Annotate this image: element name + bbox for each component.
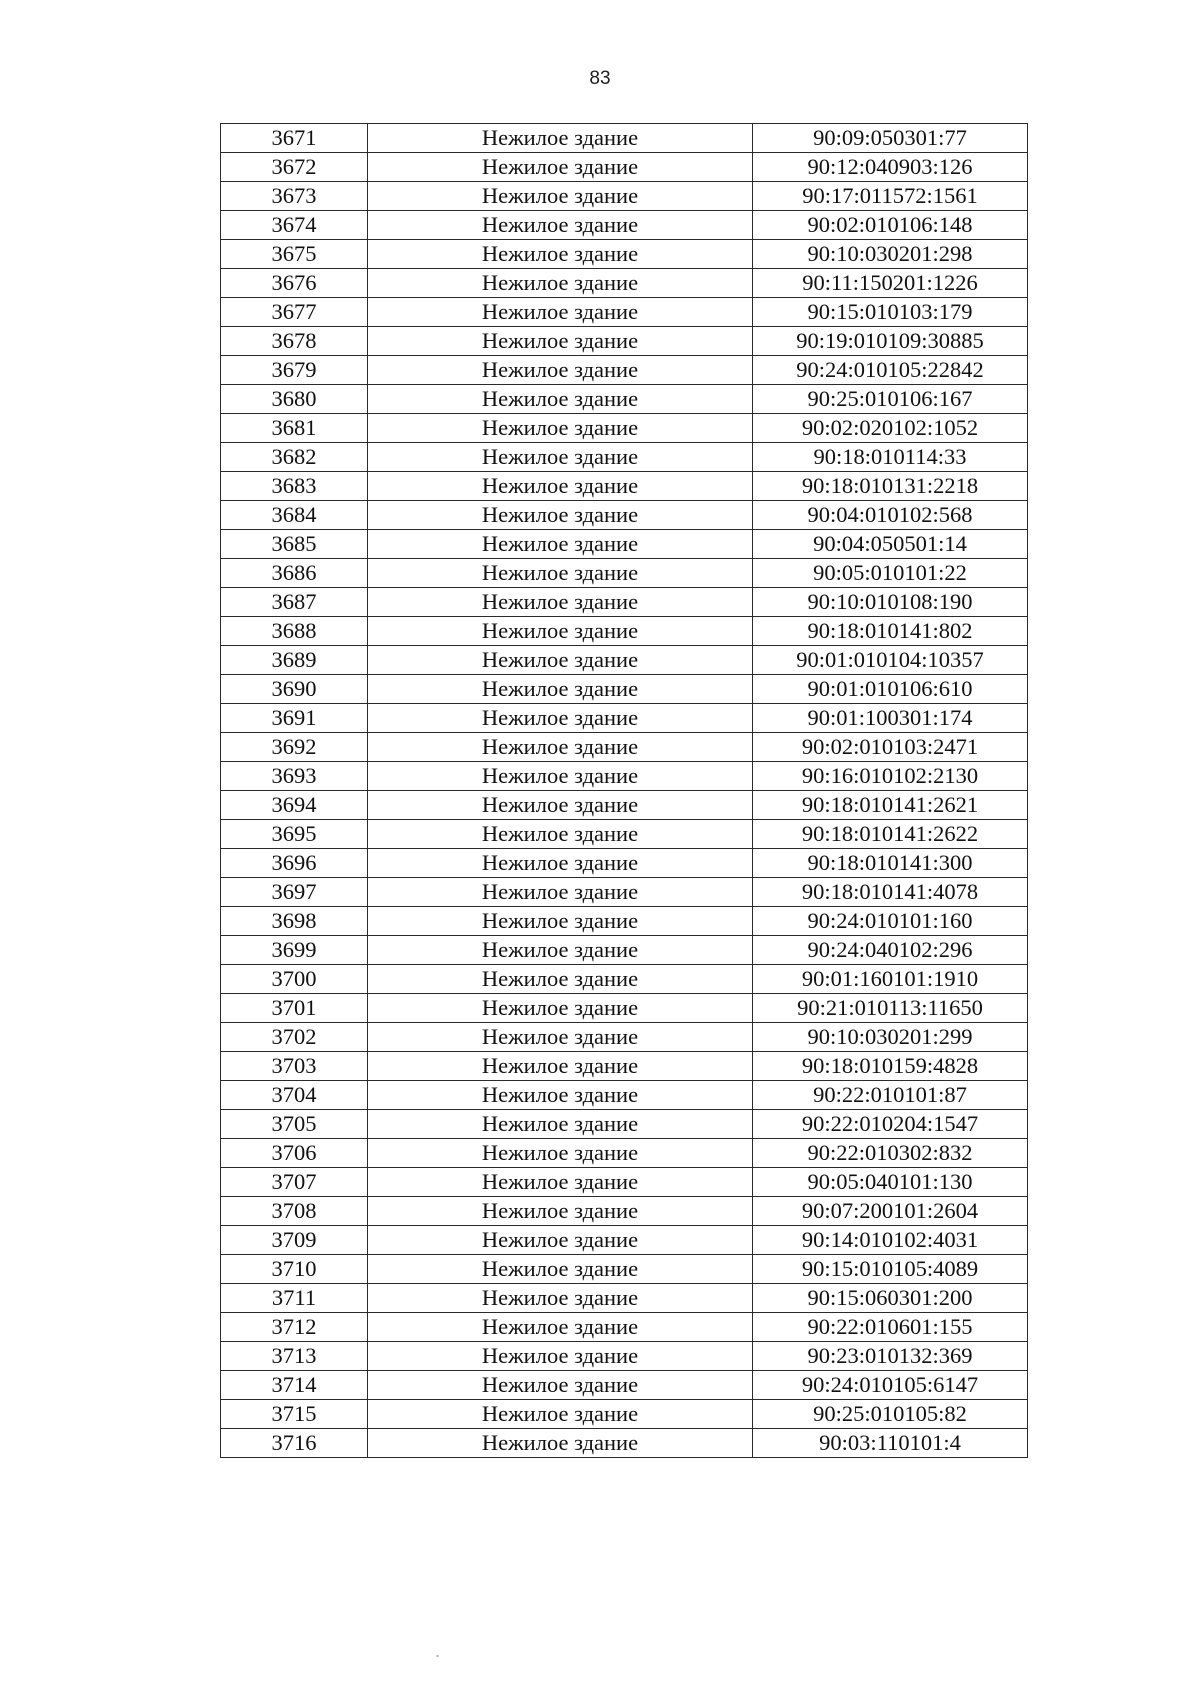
cadastral-number-cell: 90:02:010103:2471 [753,733,1028,762]
cadastral-number-cell: 90:01:010106:610 [753,675,1028,704]
cadastral-number-cell: 90:03:110101:4 [753,1429,1028,1458]
table-row [221,327,1028,356]
row-number-cell: 3716 [221,1429,368,1458]
table-row [221,182,1028,211]
cadastral-number-cell: 90:18:010141:4078 [753,878,1028,907]
cadastral-number-cell: 90:24:010105:6147 [753,1371,1028,1400]
table-row [221,994,1028,1023]
row-number-cell: 3699 [221,936,368,965]
row-number-cell: 3672 [221,153,368,182]
table-row [221,385,1028,414]
cadastral-number-cell: 90:15:010103:179 [753,298,1028,327]
row-number-cell: 3709 [221,1226,368,1255]
table-row [221,472,1028,501]
cadastral-number-cell: 90:15:060301:200 [753,1284,1028,1313]
object-type-cell: Нежилое здание [368,936,753,965]
object-type-cell: Нежилое здание [368,298,753,327]
table-row [221,675,1028,704]
object-type-cell: Нежилое здание [368,675,753,704]
row-number-cell: 3702 [221,1023,368,1052]
object-type-cell: Нежилое здание [368,1081,753,1110]
object-type-cell: Нежилое здание [368,849,753,878]
cadastral-number-cell: 90:04:010102:568 [753,501,1028,530]
row-number-cell: 3711 [221,1284,368,1313]
row-number-cell: 3685 [221,530,368,559]
table-row [221,791,1028,820]
table-row [221,1429,1028,1458]
object-type-cell: Нежилое здание [368,240,753,269]
table-row [221,530,1028,559]
table-row [221,414,1028,443]
table-row [221,501,1028,530]
object-type-cell: Нежилое здание [368,878,753,907]
row-number-cell: 3673 [221,182,368,211]
cadastral-number-cell: 90:25:010106:167 [753,385,1028,414]
object-type-cell: Нежилое здание [368,704,753,733]
table-row [221,936,1028,965]
cadastral-number-cell: 90:18:010141:2621 [753,791,1028,820]
object-type-cell: Нежилое здание [368,443,753,472]
table-row [221,356,1028,385]
table-row [221,153,1028,182]
cadastral-number-cell: 90:22:010302:832 [753,1139,1028,1168]
cadastral-number-cell: 90:21:010113:11650 [753,994,1028,1023]
cadastral-number-cell: 90:10:030201:299 [753,1023,1028,1052]
object-type-cell: Нежилое здание [368,1342,753,1371]
object-type-cell: Нежилое здание [368,994,753,1023]
row-number-cell: 3680 [221,385,368,414]
object-type-cell: Нежилое здание [368,588,753,617]
table-row [221,298,1028,327]
table-row [221,762,1028,791]
cadastral-number-cell: 90:19:010109:30885 [753,327,1028,356]
table-row [221,820,1028,849]
object-type-cell: Нежилое здание [368,559,753,588]
row-number-cell: 3684 [221,501,368,530]
object-type-cell: Нежилое здание [368,820,753,849]
object-type-cell: Нежилое здание [368,1313,753,1342]
object-type-cell: Нежилое здание [368,124,753,153]
row-number-cell: 3677 [221,298,368,327]
cadastral-number-cell: 90:18:010141:802 [753,617,1028,646]
table-row [221,965,1028,994]
table-row [221,1371,1028,1400]
cadastral-number-cell: 90:22:010601:155 [753,1313,1028,1342]
cadastral-number-cell: 90:18:010141:300 [753,849,1028,878]
row-number-cell: 3675 [221,240,368,269]
cadastral-number-cell: 90:24:010105:22842 [753,356,1028,385]
cadastral-number-cell: 90:18:010131:2218 [753,472,1028,501]
cadastral-number-cell: 90:18:010141:2622 [753,820,1028,849]
table-row [221,1139,1028,1168]
cadastral-number-cell: 90:23:010132:369 [753,1342,1028,1371]
row-number-cell: 3681 [221,414,368,443]
object-type-cell: Нежилое здание [368,182,753,211]
row-number-cell: 3708 [221,1197,368,1226]
object-type-cell: Нежилое здание [368,762,753,791]
table-row [221,1313,1028,1342]
object-type-cell: Нежилое здание [368,1052,753,1081]
object-type-cell: Нежилое здание [368,1226,753,1255]
object-type-cell: Нежилое здание [368,1168,753,1197]
row-number-cell: 3688 [221,617,368,646]
row-number-cell: 3707 [221,1168,368,1197]
row-number-cell: 3671 [221,124,368,153]
object-type-cell: Нежилое здание [368,153,753,182]
row-number-cell: 3712 [221,1313,368,1342]
cadastral-number-cell: 90:05:040101:130 [753,1168,1028,1197]
row-number-cell: 3693 [221,762,368,791]
row-number-cell: 3683 [221,472,368,501]
table-row [221,240,1028,269]
table-row [221,1400,1028,1429]
row-number-cell: 3706 [221,1139,368,1168]
cadastral-number-cell: 90:01:010104:10357 [753,646,1028,675]
cadastral-number-cell: 90:11:150201:1226 [753,269,1028,298]
cadastral-number-cell: 90:18:010114:33 [753,443,1028,472]
row-number-cell: 3674 [221,211,368,240]
object-type-cell: Нежилое здание [368,327,753,356]
table-row [221,878,1028,907]
cadastral-number-cell: 90:02:020102:1052 [753,414,1028,443]
object-type-cell: Нежилое здание [368,269,753,298]
property-registry-table [220,123,1028,1458]
table-row [221,646,1028,675]
table-row [221,1342,1028,1371]
cadastral-number-cell: 90:10:030201:298 [753,240,1028,269]
cadastral-number-cell: 90:22:010101:87 [753,1081,1028,1110]
object-type-cell: Нежилое здание [368,385,753,414]
table-row [221,1052,1028,1081]
cadastral-number-cell: 90:17:011572:1561 [753,182,1028,211]
cadastral-number-cell: 90:05:010101:22 [753,559,1028,588]
table-row [221,617,1028,646]
object-type-cell: Нежилое здание [368,1429,753,1458]
table-row [221,559,1028,588]
row-number-cell: 3714 [221,1371,368,1400]
table-body [221,124,1028,1458]
cadastral-number-cell: 90:14:010102:4031 [753,1226,1028,1255]
row-number-cell: 3692 [221,733,368,762]
cadastral-number-cell: 90:18:010159:4828 [753,1052,1028,1081]
object-type-cell: Нежилое здание [368,211,753,240]
object-type-cell: Нежилое здание [368,1139,753,1168]
row-number-cell: 3694 [221,791,368,820]
page-number: 83 [589,68,611,89]
row-number-cell: 3686 [221,559,368,588]
table-row [221,1023,1028,1052]
table-row [221,124,1028,153]
row-number-cell: 3700 [221,965,368,994]
cadastral-number-cell: 90:24:040102:296 [753,936,1028,965]
object-type-cell: Нежилое здание [368,1197,753,1226]
object-type-cell: Нежилое здание [368,1371,753,1400]
object-type-cell: Нежилое здание [368,356,753,385]
object-type-cell: Нежилое здание [368,1284,753,1313]
table-row [221,907,1028,936]
object-type-cell: Нежилое здание [368,530,753,559]
cadastral-number-cell: 90:10:010108:190 [753,588,1028,617]
row-number-cell: 3690 [221,675,368,704]
scan-speck [436,1655,439,1657]
cadastral-number-cell: 90:04:050501:14 [753,530,1028,559]
row-number-cell: 3691 [221,704,368,733]
object-type-cell: Нежилое здание [368,501,753,530]
object-type-cell: Нежилое здание [368,617,753,646]
table-row [221,211,1028,240]
object-type-cell: Нежилое здание [368,646,753,675]
row-number-cell: 3701 [221,994,368,1023]
object-type-cell: Нежилое здание [368,1255,753,1284]
table-row [221,443,1028,472]
row-number-cell: 3676 [221,269,368,298]
row-number-cell: 3696 [221,849,368,878]
object-type-cell: Нежилое здание [368,1400,753,1429]
row-number-cell: 3678 [221,327,368,356]
cadastral-number-cell: 90:07:200101:2604 [753,1197,1028,1226]
row-number-cell: 3703 [221,1052,368,1081]
object-type-cell: Нежилое здание [368,965,753,994]
row-number-cell: 3698 [221,907,368,936]
cadastral-number-cell: 90:25:010105:82 [753,1400,1028,1429]
table-row [221,1226,1028,1255]
cadastral-number-cell: 90:01:100301:174 [753,704,1028,733]
row-number-cell: 3705 [221,1110,368,1139]
table-row [221,1081,1028,1110]
table-row [221,1255,1028,1284]
object-type-cell: Нежилое здание [368,1023,753,1052]
row-number-cell: 3687 [221,588,368,617]
object-type-cell: Нежилое здание [368,791,753,820]
cadastral-number-cell: 90:02:010106:148 [753,211,1028,240]
cadastral-number-cell: 90:12:040903:126 [753,153,1028,182]
cadastral-number-cell: 90:22:010204:1547 [753,1110,1028,1139]
table-row [221,1197,1028,1226]
cadastral-number-cell: 90:09:050301:77 [753,124,1028,153]
table-row [221,849,1028,878]
table-row [221,704,1028,733]
cadastral-number-cell: 90:16:010102:2130 [753,762,1028,791]
object-type-cell: Нежилое здание [368,733,753,762]
object-type-cell: Нежилое здание [368,907,753,936]
cadastral-number-cell: 90:01:160101:1910 [753,965,1028,994]
row-number-cell: 3695 [221,820,368,849]
object-type-cell: Нежилое здание [368,414,753,443]
object-type-cell: Нежилое здание [368,472,753,501]
object-type-cell: Нежилое здание [368,1110,753,1139]
row-number-cell: 3715 [221,1400,368,1429]
table-row [221,1110,1028,1139]
table-row [221,733,1028,762]
table-row [221,588,1028,617]
cadastral-number-cell: 90:24:010101:160 [753,907,1028,936]
row-number-cell: 3682 [221,443,368,472]
table-row [221,1284,1028,1313]
row-number-cell: 3679 [221,356,368,385]
row-number-cell: 3710 [221,1255,368,1284]
row-number-cell: 3689 [221,646,368,675]
row-number-cell: 3713 [221,1342,368,1371]
row-number-cell: 3704 [221,1081,368,1110]
row-number-cell: 3697 [221,878,368,907]
table-row [221,1168,1028,1197]
cadastral-number-cell: 90:15:010105:4089 [753,1255,1028,1284]
table-row [221,269,1028,298]
